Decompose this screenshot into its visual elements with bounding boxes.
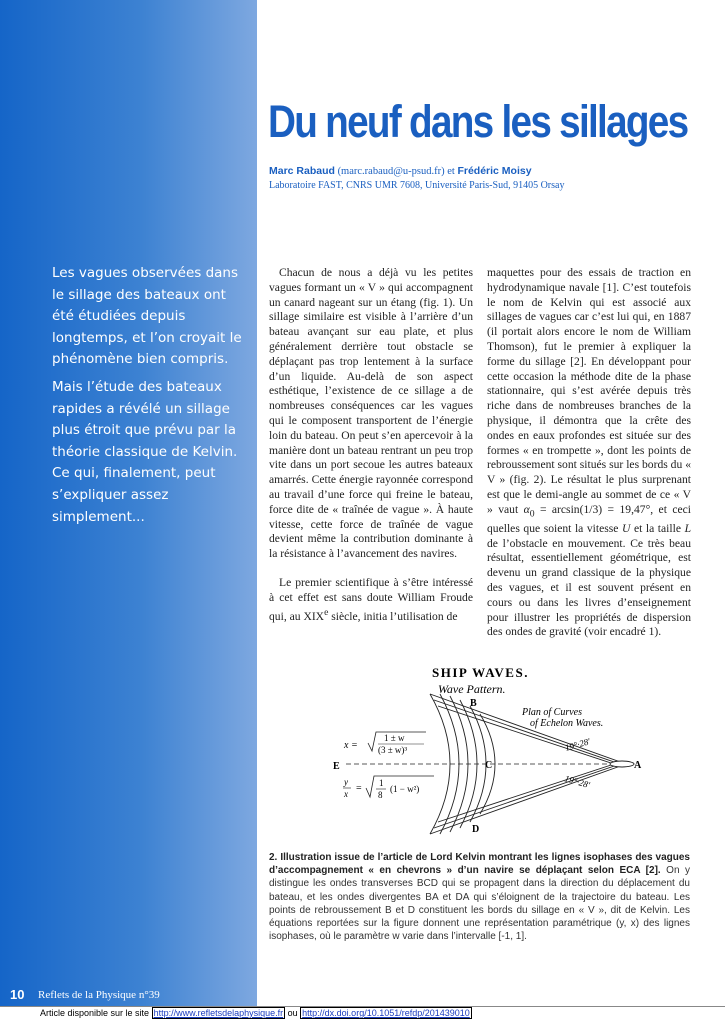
page-number: 10 — [10, 987, 25, 1002]
journal-name: Reflets de la Physique n°39 — [38, 989, 160, 1001]
svg-text:y: y — [344, 777, 348, 787]
figure-subtitle: Wave Pattern. — [438, 682, 506, 696]
figure-label-a: A — [634, 760, 642, 771]
figure-title: SHIP WAVES. — [432, 665, 529, 680]
svg-text:=: = — [356, 783, 362, 794]
figure-angle-upper: 19°·28′ — [563, 736, 592, 753]
body-paragraph-3: maquettes pour des essais de traction en hydrodynamique navale [1]. C’est toutefois le nom de Kelvin qui est associé aux sillages de vagues car c’est lui qui, en 1887 (il portait alors encore le nom de William Thomson), fut le premier à expliquer la forme du sillage [2]. En développant pour cette occasion la méthode dite de la phase stationnaire, qui s’est avérée depuis très riche dans de nombreuses branches de la physique, il démontra que la crête des ondes en eaux profondes est située sur des formes « en trompette », dont les points de rebroussement sont situés sur les bords du « V » (fig. 2). Le résultat le plus surprenant est que le demi-angle au sommet de ce « V » vaut $\alpha_0 = \arcsin(1/3) = 19,47^\circ$, et ceci quelles que soient la vitesse U et la taille L de l’obstacle en mouvement. Ce très beau résultat, essentiellement géométrique, est devenu un grand classique de la physique des vagues, et il est souvent présent en cours ou dans les livres d’enseignement pour illustrer les propriétés de dispersion des ondes de gravité (voir encadré 1). — [487, 266, 692, 639]
author-conjunction: et — [444, 166, 458, 177]
figure-plan-label-2: of Echelon Waves. — [530, 718, 604, 729]
figure-angle-lower: 19°·28′ — [563, 773, 592, 791]
body-column-2 — [487, 266, 691, 654]
article-title: Du neuf dans les sillages — [268, 96, 688, 147]
ship-outline — [610, 761, 634, 767]
figure-label-b: B — [470, 698, 477, 709]
intro-paragraph-1: Les vagues observées dans le sillage des bateaux ont été étudiées depuis longtemps, et l’on croyait le phénomène bien compris. — [52, 265, 242, 368]
svg-text:8: 8 — [378, 790, 383, 800]
intro-paragraph-2: Mais l’étude des bateaux rapides a révélé un sillage plus étroit que prévu par la théorie classique de Kelvin. Ce qui, finalement, peut s’expliquer assez simplement... — [52, 378, 238, 525]
figure-label-e: E — [333, 761, 340, 772]
equation-x — [343, 732, 426, 755]
figure-caption — [269, 851, 690, 943]
author-1: Marc Rabaud — [269, 165, 335, 177]
affiliation: Laboratoire FAST, CNRS UMR 7608, Université Paris-Sud, 91405 Orsay — [269, 180, 565, 191]
availability-note: Article disponible sur le site http://www.refletsdelaphysique.fr ou http://dx.doi.org/10.1051/refdp/201439010 — [40, 1008, 470, 1018]
figure-label-d: D — [472, 824, 480, 835]
author-line — [269, 165, 532, 177]
body-paragraph-2: Le premier scientifique à s’être intéressé à cet effet est sans doute William Froude qui, au XIXe siècle, initia l’utilisation de — [269, 575, 473, 623]
caption-text: On y distingue les ondes transverses BCD qui se propagent dans la direction du déplacement du bateau, et les ondes divergentes BA et DA qui s’éloignent de la trajectoire du bateau. Les points de rebroussement B et D constituent les bords du sillage en « V », dit de Kelvin. Les équations reportées sur la figure donnent une représentation paramétrique (y, x) des lignes isophases, où le paramètre w varie dans l’intervalle [-1, 1]. — [269, 865, 690, 943]
figure-plan-label-1: Plan of Curves — [522, 707, 582, 718]
svg-text:1 ± w: 1 ± w — [384, 733, 405, 743]
figure-label-c: C — [485, 760, 493, 771]
equation-y — [343, 776, 434, 800]
svg-text:(3 ± w)³: (3 ± w)³ — [378, 745, 408, 755]
caption-bold: 2. Illustration issue de l’article de Lord Kelvin montrant les lignes isophases des vagues d’accompagnement « en chevrons » d’un navire se déplaçant selon ECA [2]. — [269, 852, 690, 877]
svg-text:(1 − w²): (1 − w²) — [390, 784, 420, 794]
body-column-1 — [269, 266, 473, 638]
doi-link[interactable]: http://dx.doi.org/10.1051/refdp/201439010 — [302, 1008, 470, 1018]
svg-text:x =: x = — [344, 740, 358, 751]
svg-text:x: x — [344, 789, 348, 799]
intro-text — [52, 263, 248, 534]
svg-text:1: 1 — [379, 778, 384, 788]
body-paragraph-1: Chacun de nous a déjà vu les petites vagues formant un « V » qui accompagnent un canard nageant sur un étang (fig. 1). Un sillage similaire est visible à l’arrière d’un bateau avançant sur eau plate, et plus généralement derrière tout obstacle se déplaçant pas trop lentement à la surface d’un liquide. Au-delà de son aspect esthétique, l’existence de ce sillage a de nombreuses conséquences car les vagues qui le composent transportent de l’énergie loin du bateau. On peut s’en apercevoir à la manière dont un bateau rentrant un peu trop vite dans un port secoue les autres bateaux amarrés. Cette énergie rayonnée correspond au travail d’une force qui freine le bateau, force dite de « traînée de vague ». À haute vitesse, cette force de traînée de vague devient même la contribution dominante à la résistance à l’avancement des navires. — [269, 266, 473, 561]
author-2: Frédéric Moisy — [457, 165, 532, 177]
site-link[interactable]: http://www.refletsdelaphysique.fr — [153, 1008, 284, 1018]
author-1-email: (marc.rabaud@u-psud.fr) — [337, 166, 445, 177]
kelvin-wake-figure — [330, 660, 660, 840]
